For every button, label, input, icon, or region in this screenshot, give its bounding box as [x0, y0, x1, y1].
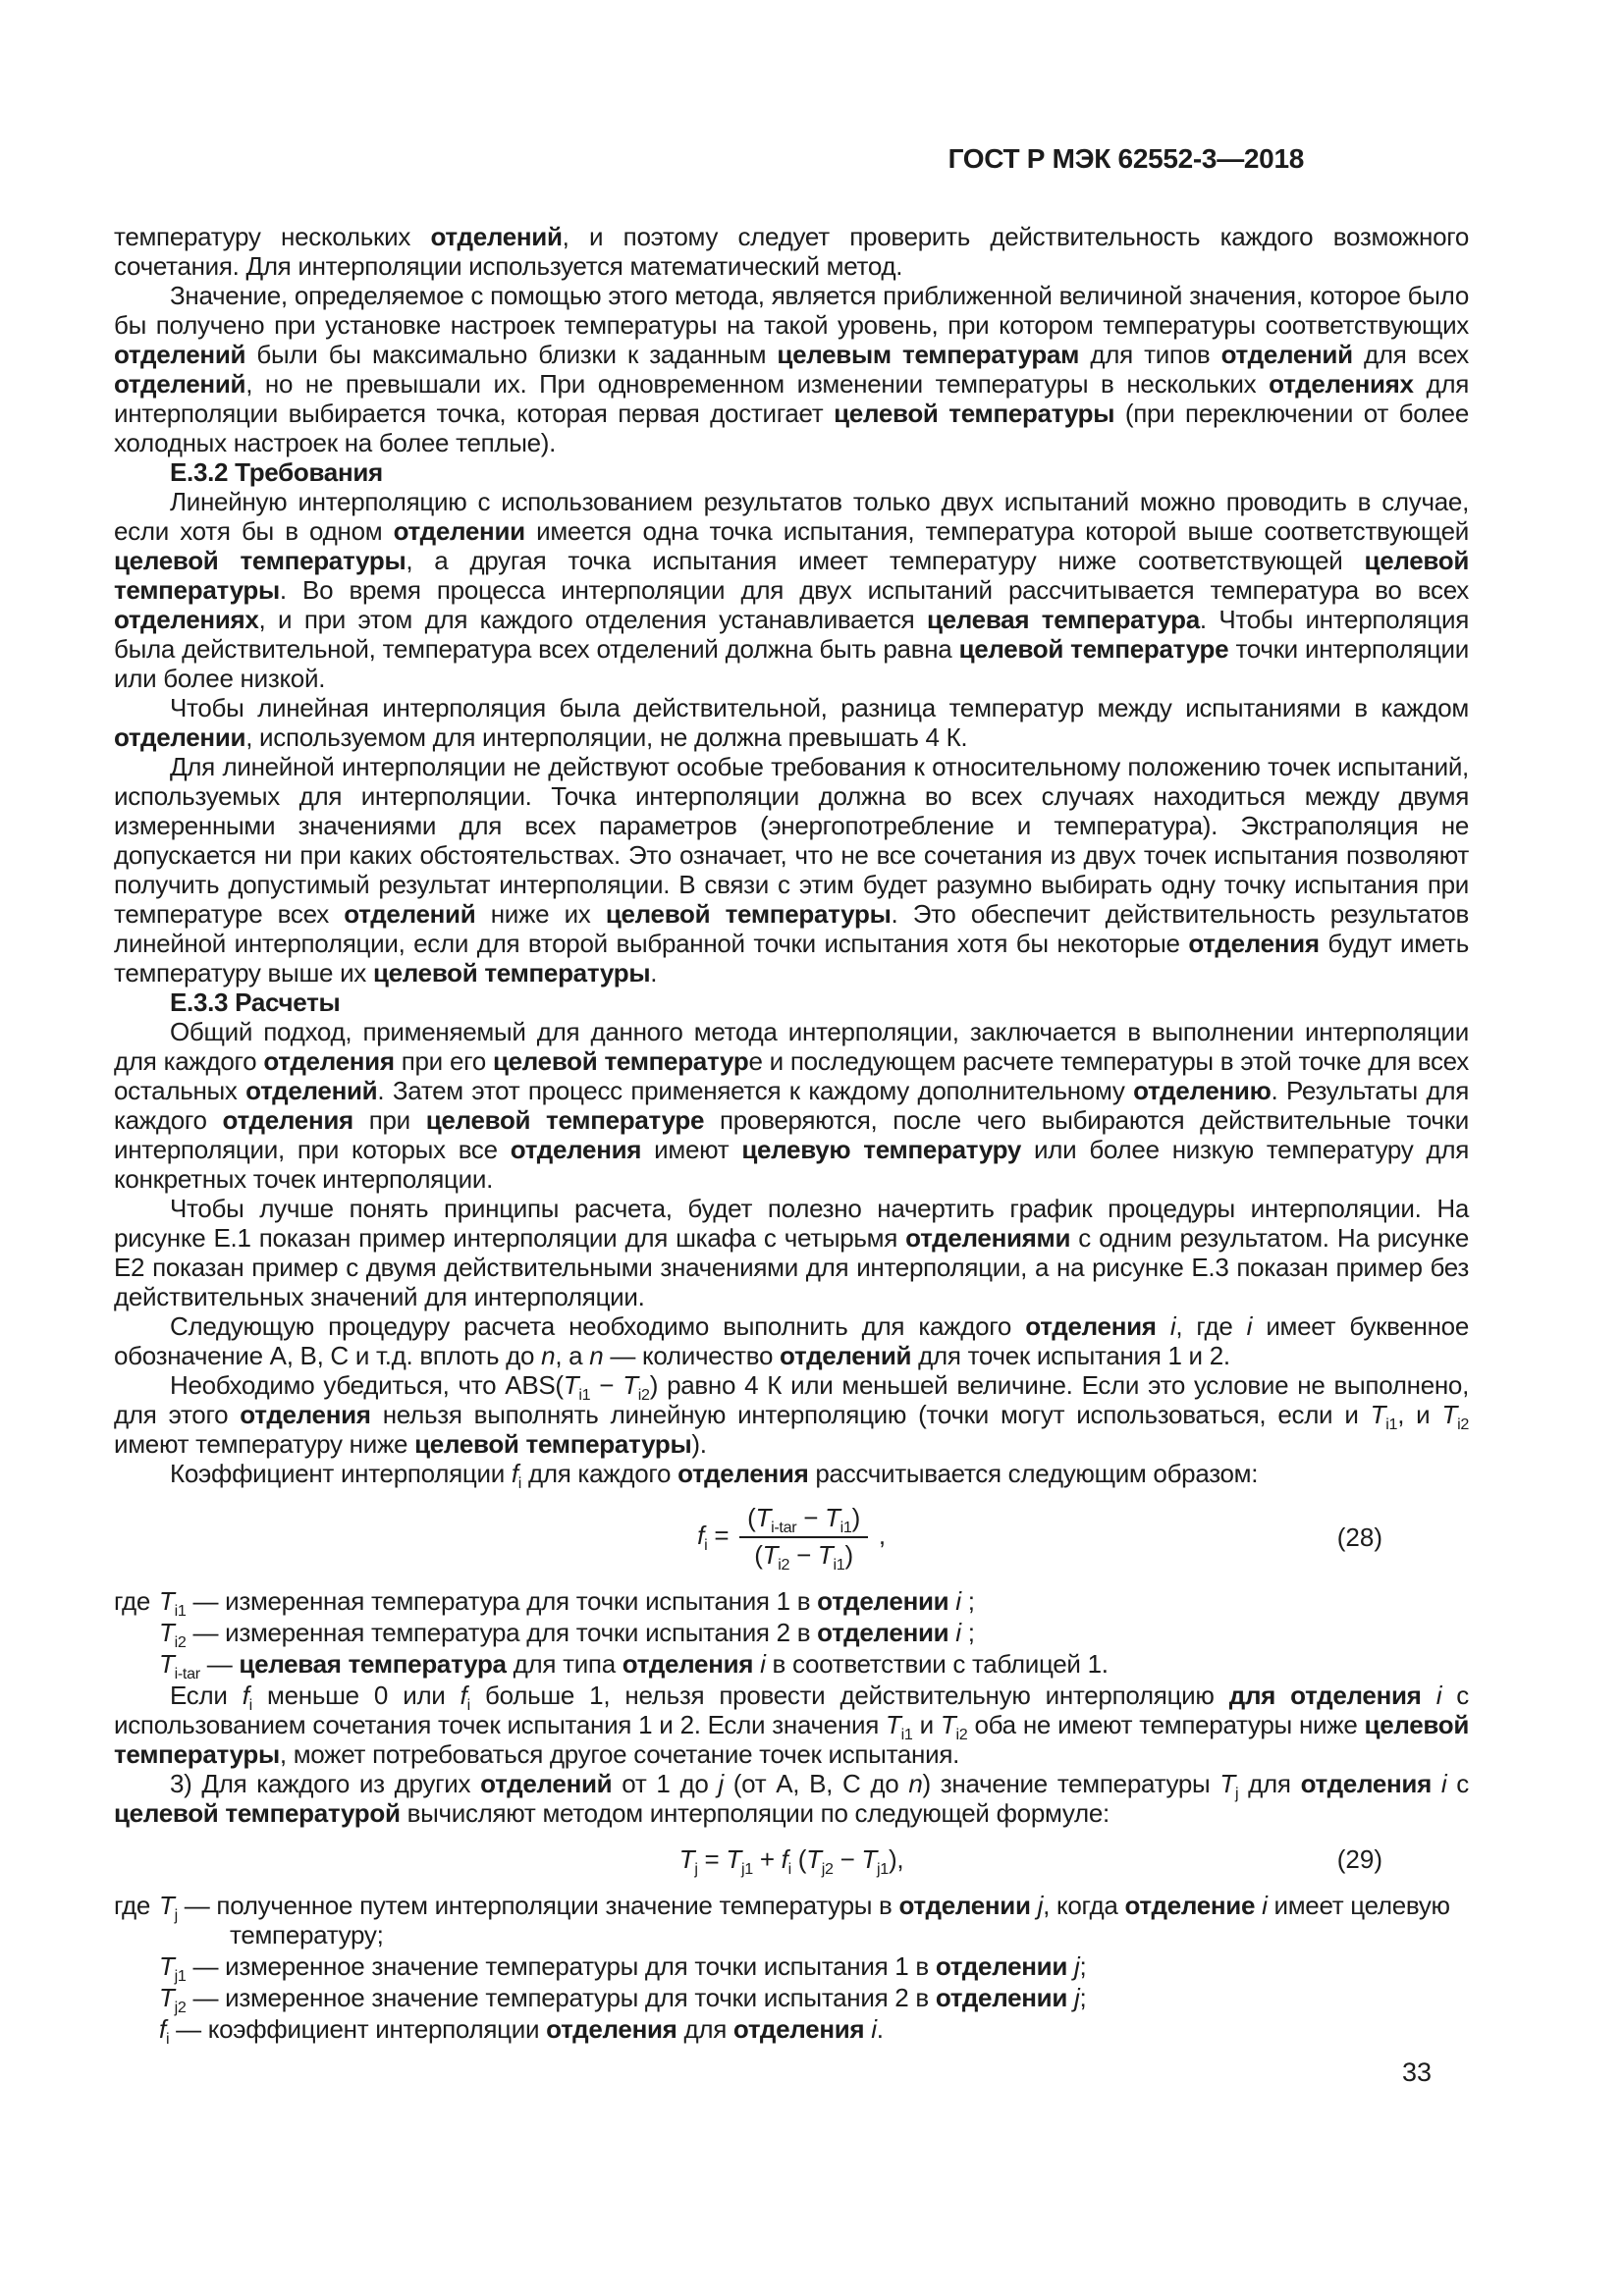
definition-text: $f_i$ — коэффициент интерполяции отделения для отделения i.: [159, 2013, 884, 2048]
definition-item: [114, 1648, 1469, 1682]
formula: [114, 1503, 1469, 1575]
paragraph: Для линейной интерполяции не действуют особые требования к относительному положению точек испытаний, используемых для интерполяции. Точка интерполяции должна во всех случаях находиться между двумя измеренными значениями для всех параметров (энергопотребление и температура). Экстраполяция не допускается ни при каких обстоятельствах. Это означает, что не все сочетания из двух точек испытания позволяют получить допустимый результат интерполяции. В связи с этим будет разумно выбирать одну точку испытания при температуре всех отделений ниже их целевой температуры. Это обеспечит действительность результатов линейной интерполяции, если для второй выбранной точки испытания хотя бы некоторые отделения будут иметь температуру выше их целевой температуры.: [114, 752, 1469, 988]
definition-where: [114, 1618, 159, 1647]
page-number: 33: [1401, 2057, 1432, 2087]
definition-text: $T_{i-tar}$ — целевая температура для типа отделения i в соответствии с таблицей 1.: [159, 1648, 1109, 1682]
paragraph: Коэффициент интерполяции $f_i$ для каждого отделения рассчитывается следующим образом:: [170, 1459, 1259, 1493]
definition-text: $T_{j1}$ — измеренное значение температуры для точки испытания 1 в отделении j;: [159, 1950, 1087, 1985]
definition-where: [114, 1951, 159, 1981]
paragraph: Необходимо убедиться, что $ABS(T_{i1} - T_{i2})$ равно 4 К или меньшей величине. Если это условие не выполнено, для этого отделения нельзя выполнять линейную интерполяцию (точки могут использоваться, если и $T_{i1}$, и $T_{i2}$ имеют температуру ниже целевой температуры).: [114, 1370, 1470, 1459]
paragraph: Линейную интерполяцию с использованием результатов только двух испытаний можно проводить в случае, если хотя бы в одном отделении имеется одна точка испытания, температура которой выше соответствующей целевой температуры, а другая точка испытания имеет температуру ниже соответствующей целевой температуры. Во время процесса интерполяции для двух испытаний рассчитывается температура во всех отделениях, и при этом для каждого отделения устанавливается целевая температура. Чтобы интерполяция была действительной, температура всех отделений должна быть равна целевой температуре точки интерполяции или более низкой.: [114, 487, 1470, 693]
paragraph: 3) Для каждого из других отделений от 1 до j (от А, В, С до n) значение температуры $T_j$ для отделения i с целевой температурой вычисляют методом интерполяции по следующей формуле:: [114, 1768, 1469, 1828]
definition-where: где: [114, 1890, 151, 1920]
paragraph: температуру нескольких отделений, и поэтому следует проверить действительность каждого возможного сочетания. Для интерполяции используется математический метод.: [114, 222, 1469, 281]
paragraph: Следующую процедуру расчета необходимо выполнить для каждого отделения i, где i имеет буквенное обозначение А, В, С и т.д. вплоть до n, а n — количество отделений для точек испытания 1 и 2.: [114, 1311, 1469, 1370]
definition-where: [114, 2014, 159, 2044]
paragraph: Общий подход, применяемый для данного метода интерполяции, заключается в выполнении интерполяции для каждого отделения при его целевой температуре и последующем расчете температуры в этой точке для всех остальных отделений. Затем этот процесс применяется к каждому дополнительному отделению. Результаты для каждого отделения при целевой температуре проверяются, после чего выбираются действительные точки интерполяции, при которых все отделения имеют целевую температуру или более низкую температуру для конкретных точек интерполяции.: [114, 1017, 1469, 1194]
section-heading: Е.3.3 Расчеты: [170, 988, 341, 1017]
formula: [114, 1843, 1469, 1878]
definition-item: [114, 1982, 1469, 2016]
definition-where: [114, 1649, 159, 1679]
definition-text: $T_{j2}$ — измеренное значение температуры для точки испытания 2 в отделении j;: [159, 1982, 1087, 2016]
page-header-title: ГОСТ Р МЭК 62552-3—2018: [947, 143, 1304, 174]
paragraph: Чтобы лучше понять принципы расчета, будет полезно начертить график процедуры интерполяции. На рисунке Е.1 показан пример интерполяции для шкафа с четырьмя отделениями с одним результатом. На рисунке Е2 показан пример с двумя действительными значениями для интерполяции, а на рисунке Е.3 показан пример без действительных значений для интерполяции.: [114, 1194, 1469, 1311]
definition-item: [114, 1617, 1469, 1651]
formula-number: (29): [1336, 1843, 1382, 1874]
paragraph: Значение, определяемое с помощью этого метода, является приближенной величиной значения, которое было бы получено при установке настроек температуры на такой уровень, при котором температуры соответствующих отделений были бы максимально близки к заданным целевым температурам для типов отделений для всех отделений, но не превышали их. При одновременном изменении температуры в нескольких отделениях для интерполяции выбирается точка, которая первая достигает целевой температуры (при переключении от более холодных настроек на более теплые).: [114, 281, 1470, 457]
paragraph: Чтобы линейная интерполяция была действительной, разница температур между испытаниями в каждом отделении, используемом для интерполяции, не должна превышать 4 К.: [114, 693, 1469, 752]
definition-text: $T_{i1}$ — измеренная температура для точки испытания 1 в отделении i ;: [159, 1585, 975, 1620]
formula-expression: $T_j = T_{j1} + f_i$ $(T_{j2} - T_{j1})$,: [678, 1843, 904, 1878]
document-body: [114, 222, 1469, 2046]
section-heading: Е.3.2 Требования: [170, 457, 383, 487]
formula-number: (28): [1336, 1522, 1382, 1552]
definition-where: где: [114, 1585, 151, 1616]
definition-item: [114, 1950, 1469, 1985]
definition-text: $T_{i2}$ — измеренная температура для точки испытания 2 в отделении i ;: [159, 1617, 975, 1651]
definition-item: [114, 2013, 1469, 2048]
definition-item: [114, 1891, 1469, 1949]
definition-item: [114, 1585, 1469, 1620]
formula-expression: $f_i$ = $\frac{(T_{i-tar} - T_{i1})}{(T_{i2} - T_{i1})}$ ,: [697, 1503, 886, 1575]
paragraph: Если $f_i$ меньше 0 или $f_i$ больше 1, нельзя провести действительную интерполяцию для отделения i с использованием сочетания точек испытания 1 и 2. Если значения $T_{i1}$ и $T_{i2}$ оба не имеют температуры ниже целевой температуры, может потребоваться другое сочетание точек испытания.: [114, 1680, 1470, 1769]
definition-text: $T_j$ — полученное путем интерполяции значение температуры в отделении j, когда отделение i имеет целевую температуру;: [159, 1890, 1450, 1949]
definition-where: [114, 1983, 159, 2012]
